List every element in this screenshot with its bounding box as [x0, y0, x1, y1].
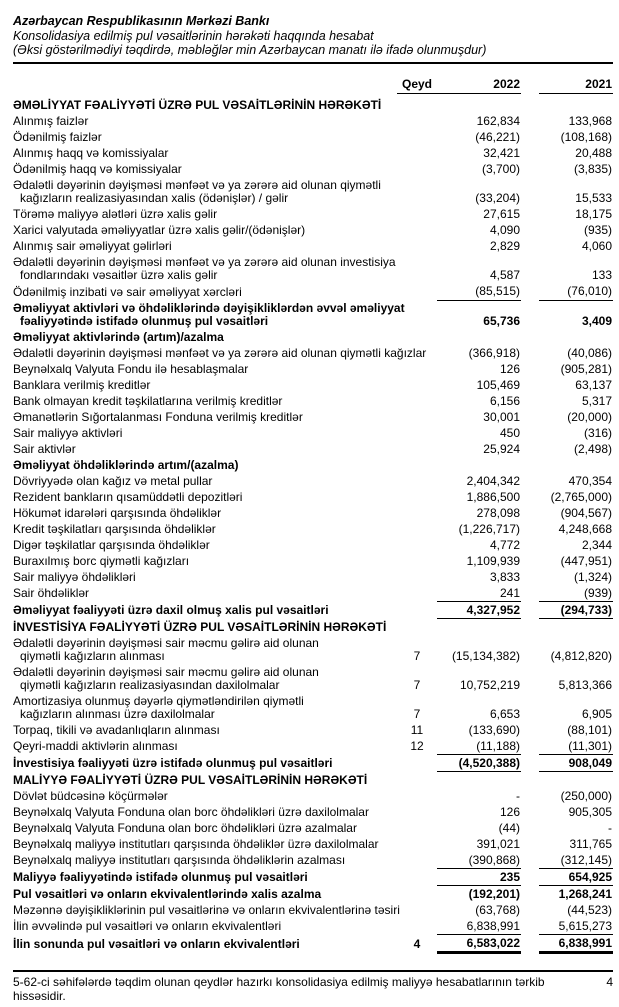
table-row	[13, 239, 613, 255]
row-label: Digər təşkilatlar qarşısında öhdəliklər	[13, 537, 210, 552]
row-label: Sair maliyyə aktivləri	[13, 425, 123, 440]
page-number: 4	[606, 975, 613, 989]
row-label: Banklara verilmiş kreditlər	[13, 377, 151, 392]
row-value-2021: 311,765	[569, 836, 612, 851]
column-gap	[521, 869, 539, 886]
table-row	[13, 284, 613, 301]
row-label: Ədalətli dəyərinin dəyişməsi sair məcmu gəlirə aid olunan qiymətli kağızların realizasiyasından daxilolmalar	[13, 664, 319, 692]
row-value-2022: 235	[437, 869, 521, 886]
row-note	[397, 178, 437, 207]
row-label: Amortizasiya olunmuş dəyərlə qiymətləndirilən qiymətli kağızların alınması üzrə daxilolmalar	[13, 693, 304, 721]
column-gap	[521, 918, 539, 935]
row-value-2021: (1,324)	[573, 569, 612, 584]
row-value-2021: -	[608, 820, 612, 835]
row-note: 7	[413, 677, 421, 692]
row-value-2021: 5,317	[581, 393, 612, 408]
row-value-2021: (11,301)	[568, 738, 612, 753]
row-label: ƏMƏLİYYAT FƏALİYYƏTİ ÜZRƏ PUL VƏSAİTLƏRİNİN HƏRƏKƏTİ	[13, 98, 382, 113]
row-value-2021: 4,248,668	[558, 521, 612, 536]
table-row	[13, 585, 613, 602]
row-value-2022: 32,421	[483, 146, 520, 161]
row-value-2021: (935)	[583, 223, 612, 238]
row-label: Alınmış haqq və komissiyalar	[13, 146, 169, 161]
row-value-2021: 6,905	[581, 706, 612, 721]
row-label: Əməliyyat fəaliyyəti üzrə daxil olmuş xalis pul vəsaitləri	[13, 603, 329, 618]
table-row	[13, 393, 613, 409]
row-value-2022: -	[516, 788, 520, 803]
row-note	[397, 473, 437, 489]
row-value-2022: 6,156	[489, 393, 520, 408]
column-gap	[521, 441, 539, 457]
table-row	[13, 345, 613, 361]
row-value-2021: (2,498)	[573, 441, 612, 456]
row-value-2022: (15,134,382)	[451, 648, 520, 663]
row-label: Əməliyyat aktivləri və öhdəliklərində dəyişikliklərdən əvvəl əməliyyat fəaliyyətində istifadə olunmuş pul vəsaitləri	[13, 300, 405, 328]
row-value-2022: (46,221)	[475, 130, 520, 145]
row-value-2022: (3,700)	[481, 162, 520, 177]
col-header-gap	[521, 77, 539, 94]
row-value-2021: (4,812,820)	[550, 648, 612, 663]
row-label: Maliyyə fəaliyyətində istifadə olunmuş pul vəsaitləri	[13, 870, 308, 885]
row-value-2021: 133,968	[568, 114, 612, 129]
row-label: İnvestisiya fəaliyyəti üzrə istifadə olunmuş pul vəsaitləri	[13, 756, 333, 771]
row-value-2021: 6,838,991	[539, 935, 613, 953]
table-row	[13, 441, 613, 457]
column-gap	[521, 409, 539, 425]
row-value-2021: 5,813,366	[558, 677, 612, 692]
row-note	[397, 585, 437, 602]
row-value-2021: 908,049	[539, 755, 613, 772]
column-gap	[521, 178, 539, 207]
row-note	[397, 521, 437, 537]
table-row	[13, 207, 613, 223]
row-label: Ədalətli dəyərinin dəyişməsi mənfəət və ya zərərə aid olunan qiymətli kağızlar	[13, 345, 427, 360]
row-note	[397, 836, 437, 852]
column-gap	[521, 738, 539, 755]
row-label: Hökumət idarələri qarşısında öhdəliklər	[13, 505, 222, 520]
section-row	[13, 619, 613, 636]
row-label: Beynəlxalq Valyuta Fondu ilə hesablaşmalar	[13, 361, 249, 376]
row-value-2022: 105,469	[476, 377, 520, 392]
subsection-row	[13, 329, 613, 345]
column-gap	[521, 505, 539, 521]
row-label: Alınmış sair əməliyyat gəlirləri	[13, 239, 172, 254]
row-value-2021: 5,615,273	[539, 918, 613, 935]
table-row	[13, 505, 613, 521]
row-label: Ədalətli dəyərinin dəyişməsi mənfəət və ya zərərə aid olunan qiymətli kağızların realizasiyasından xalis (ödənişlər) / gəlir	[13, 178, 381, 206]
column-gap	[521, 130, 539, 146]
row-note	[397, 239, 437, 255]
row-label: İlin sonunda pul vəsaitləri və onların ekvivalentləri	[13, 937, 300, 952]
row-note	[397, 537, 437, 553]
row-note: 11	[410, 722, 424, 737]
column-gap	[521, 836, 539, 852]
row-label: Beynəlxalq Valyuta Fonduna olan borc öhdəlikləri üzrə daxilolmalar	[13, 804, 369, 819]
row-value-2021: 18,175	[575, 207, 612, 222]
table-row	[13, 918, 613, 935]
row-value-2022: 162,834	[476, 114, 520, 129]
column-gap	[521, 393, 539, 409]
row-note	[397, 207, 437, 223]
row-value-2022: 65,736	[483, 313, 520, 328]
row-label: Ödənilmiş haqq və komissiyalar	[13, 162, 182, 177]
row-label: Rezident bankların qısamüddətli depozitləri	[13, 489, 243, 504]
cash-flow-table	[13, 77, 613, 955]
column-gap	[521, 569, 539, 585]
row-label: Əməliyyat öhdəliklərində artım/(azalma)	[13, 457, 239, 472]
row-value-2022: 4,090	[489, 223, 520, 238]
table-row	[13, 377, 613, 393]
column-header-row	[13, 77, 613, 94]
col-header-2021: 2021	[539, 77, 613, 94]
column-gap	[521, 635, 539, 664]
row-label: Torpaq, tikili və avadanlıqların alınması	[13, 722, 220, 737]
row-value-2022: 126	[499, 361, 520, 376]
currency-note: (Əksi göstərilmədiyi təqdirdə, məbləğlər min Azərbaycan manatı ilə ifadə olunmuşdur)	[13, 43, 487, 58]
column-gap	[521, 162, 539, 178]
table-row	[13, 537, 613, 553]
table-body	[13, 94, 613, 953]
table-row	[13, 178, 613, 207]
row-value-2021: 63,137	[575, 377, 612, 392]
column-gap	[521, 553, 539, 569]
row-value-2021: (3,835)	[573, 162, 612, 177]
table-row	[13, 489, 613, 505]
subsection-row	[13, 457, 613, 473]
row-value-2022: 391,021	[476, 836, 520, 851]
row-label: Ödənilmiş inzibati və sair əməliyyat xərcləri	[13, 284, 242, 299]
row-note	[397, 902, 437, 918]
row-value-2021: (904,567)	[560, 505, 612, 520]
row-note	[397, 852, 437, 869]
row-note	[397, 869, 437, 886]
column-gap	[521, 886, 539, 903]
row-value-2022: (133,690)	[468, 722, 520, 737]
row-note	[397, 886, 437, 903]
row-note	[397, 223, 437, 239]
row-note	[397, 489, 437, 505]
row-label: Buraxılmış borc qiymətli kağızları	[13, 553, 190, 568]
row-note: 4	[413, 937, 421, 952]
table-row	[13, 902, 613, 918]
row-value-2021: 470,354	[568, 473, 612, 488]
row-value-2022: (390,868)	[468, 852, 520, 867]
table-row	[13, 569, 613, 585]
table-row	[13, 146, 613, 162]
column-gap	[521, 804, 539, 820]
column-gap	[521, 473, 539, 489]
row-note: 12	[410, 739, 424, 754]
table-row	[13, 521, 613, 537]
row-value-2021: 4,060	[581, 239, 612, 254]
row-label: Ədalətli dəyərinin dəyişməsi sair məcmu gəlirə aid olunan qiymətli kağızların alınması	[13, 635, 319, 663]
column-gap	[521, 223, 539, 239]
row-value-2021: 20,488	[575, 146, 612, 161]
row-label: Qeyri-maddi aktivlərin alınması	[13, 739, 178, 754]
row-value-2022: 2,404,342	[466, 473, 520, 488]
column-gap	[521, 537, 539, 553]
row-value-2021: (447,951)	[560, 553, 612, 568]
row-label: İlin əvvəlində pul vəsaitləri və onların ekvivalentləri	[13, 919, 282, 934]
row-value-2021: (88,101)	[567, 722, 612, 737]
row-value-2021: (108,168)	[560, 130, 612, 145]
row-note	[397, 130, 437, 146]
row-value-2022: 10,752,219	[459, 677, 520, 692]
row-label: Alınmış faizlər	[13, 114, 89, 129]
row-label: Əməliyyat aktivlərində (artım)/azalma	[13, 329, 224, 344]
table-row	[13, 114, 613, 130]
row-value-2022: (44)	[498, 820, 520, 835]
table-row	[13, 162, 613, 178]
column-gap	[521, 852, 539, 869]
row-value-2022: 3,833	[489, 569, 520, 584]
row-value-2022: 450	[499, 425, 520, 440]
row-label: Pul vəsaitləri və onların ekvivalentlərində xalis azalma	[13, 886, 322, 901]
table-row	[13, 693, 613, 722]
column-gap	[521, 788, 539, 804]
table-row	[13, 886, 613, 903]
column-gap	[521, 377, 539, 393]
col-header-spacer	[13, 77, 397, 94]
row-label: İNVESTİSİYA FƏALİYYƏTİ ÜZRƏ PUL VƏSAİTLƏRİNİN HƏRƏKƏTİ	[13, 619, 387, 634]
table-row	[13, 361, 613, 377]
row-note	[397, 284, 437, 301]
table-row	[13, 804, 613, 820]
row-note	[397, 255, 437, 284]
column-gap	[521, 239, 539, 255]
row-value-2022: (11,188)	[476, 738, 520, 753]
column-gap	[521, 146, 539, 162]
col-header-2022: 2022	[437, 77, 521, 94]
column-gap	[521, 114, 539, 130]
row-note	[397, 441, 437, 457]
row-value-2021: (20,000)	[567, 409, 612, 424]
table-row	[13, 635, 613, 664]
row-value-2022: 4,772	[489, 537, 520, 552]
table-row	[13, 425, 613, 441]
col-header-note: Qeyd	[397, 77, 437, 94]
table-row	[13, 664, 613, 693]
row-value-2021: (294,733)	[539, 602, 613, 619]
row-note	[397, 918, 437, 935]
table-row	[13, 755, 613, 772]
row-note	[397, 505, 437, 521]
table-row	[13, 130, 613, 146]
row-label: Sair öhdəliklər	[13, 586, 90, 601]
column-gap	[521, 902, 539, 918]
row-value-2021: (939)	[583, 585, 612, 600]
row-note	[397, 569, 437, 585]
row-value-2022: 4,327,952	[437, 602, 521, 619]
table-row	[13, 788, 613, 804]
row-note: 7	[413, 706, 421, 721]
row-label: Əmanətlərin Sığortalanması Fonduna verilmiş kreditlər	[13, 409, 303, 424]
row-note	[397, 602, 437, 619]
column-gap	[521, 489, 539, 505]
row-value-2021: 2,344	[581, 537, 612, 552]
row-value-2022: 6,838,991	[437, 918, 521, 935]
column-gap	[521, 935, 539, 953]
row-value-2021: (905,281)	[560, 361, 612, 376]
column-gap	[521, 820, 539, 836]
row-label: Kredit təşkilatları qarşısında öhdəliklər	[13, 521, 216, 536]
row-note	[397, 393, 437, 409]
column-gap	[521, 425, 539, 441]
column-gap	[521, 602, 539, 619]
row-label: Beynəlxalq maliyyə institutları qarşısında öhdəliklərin azalması	[13, 853, 346, 868]
row-label: Dövlət büdcəsinə köçürmələr	[13, 788, 168, 803]
row-value-2022: 1,886,500	[466, 489, 520, 504]
row-value-2021: 133	[591, 268, 612, 283]
table-row	[13, 869, 613, 886]
row-value-2022: 278,098	[476, 505, 520, 520]
row-note	[397, 804, 437, 820]
document-footer	[13, 970, 613, 1003]
row-value-2022: (366,918)	[468, 345, 520, 360]
report-title: Konsolidasiya edilmiş pul vəsaitlərinin hərəkəti haqqında hesabat	[13, 28, 374, 43]
table-row	[13, 722, 613, 738]
row-note: 7	[413, 648, 421, 663]
row-note	[397, 361, 437, 377]
row-note	[397, 162, 437, 178]
row-value-2021: (250,000)	[560, 788, 612, 803]
row-value-2022: 4,587	[489, 268, 520, 283]
table-row	[13, 836, 613, 852]
column-gap	[521, 207, 539, 223]
row-label: Sair maliyyə öhdəlikləri	[13, 569, 136, 584]
column-gap	[521, 361, 539, 377]
row-note	[397, 788, 437, 804]
row-label: MALİYYƏ FƏALİYYƏTİ ÜZRƏ PUL VƏSAİTLƏRİNİN HƏRƏKƏTİ	[13, 772, 368, 787]
row-value-2022: 6,653	[489, 706, 520, 721]
table-row	[13, 738, 613, 755]
table-row	[13, 935, 613, 953]
footer-note: 5-62-ci səhifələrdə təqdim olunan qeydlər hazırkı konsolidasiya edilmiş maliyyə hesabatlarının tərkib hissəsidir.	[13, 975, 545, 1003]
row-note	[397, 820, 437, 836]
table-row	[13, 409, 613, 425]
row-value-2022: 241	[499, 585, 520, 600]
row-value-2022: 1,109,939	[466, 553, 520, 568]
table-row	[13, 473, 613, 489]
bank-name: Azərbaycan Respublikasının Mərkəzi Bankı	[13, 14, 270, 28]
column-gap	[521, 664, 539, 693]
row-note	[397, 377, 437, 393]
column-gap	[521, 345, 539, 361]
row-note	[397, 146, 437, 162]
row-label: Beynəlxalq Valyuta Fonduna olan borc öhdəlikləri üzrə azalmalar	[13, 820, 357, 835]
row-value-2021: (76,010)	[539, 284, 613, 301]
column-gap	[521, 722, 539, 738]
column-gap	[521, 300, 539, 329]
row-label: Bank olmayan kredit təşkilatlarına verilmiş kreditlər	[13, 393, 283, 408]
row-label: Beynəlxalq maliyyə institutları qarşısında öhdəliklər üzrə daxilolmalar	[13, 836, 379, 851]
column-gap	[521, 255, 539, 284]
column-gap	[521, 521, 539, 537]
row-value-2022: 27,615	[483, 207, 520, 222]
column-gap	[521, 585, 539, 602]
row-label: Törəmə maliyyə alətləri üzrə xalis gəlir	[13, 207, 218, 222]
table-row	[13, 602, 613, 619]
row-value-2022: 25,924	[483, 441, 520, 456]
column-gap	[521, 693, 539, 722]
row-value-2022: (192,201)	[468, 886, 520, 901]
row-value-2022: (33,204)	[475, 191, 520, 206]
table-row	[13, 255, 613, 284]
row-value-2021: 3,409	[581, 313, 612, 328]
row-value-2021: 15,533	[575, 191, 612, 206]
row-note	[397, 409, 437, 425]
row-value-2021: (2,765,000)	[550, 489, 612, 504]
row-value-2022: (1,226,717)	[458, 521, 520, 536]
row-note	[397, 755, 437, 772]
column-gap	[521, 755, 539, 772]
row-value-2022: 2,829	[489, 239, 520, 254]
table-row	[13, 223, 613, 239]
row-value-2022: (4,520,388)	[437, 755, 521, 772]
row-value-2021: 1,268,241	[558, 886, 612, 901]
table-row	[13, 300, 613, 329]
row-value-2022: 6,583,022	[437, 935, 521, 953]
row-value-2022: (63,768)	[475, 902, 520, 917]
table-row	[13, 820, 613, 836]
row-value-2022: (85,515)	[437, 284, 521, 301]
section-row	[13, 772, 613, 789]
document-header	[13, 14, 613, 64]
section-row	[13, 94, 613, 114]
row-label: Xarici valyutada əməliyyatlar üzrə xalis gəlir/(ödənişlər)	[13, 223, 306, 238]
row-label: Ödənilmiş faizlər	[13, 130, 102, 145]
column-gap	[521, 284, 539, 301]
row-label: Ədalətli dəyərinin dəyişməsi mənfəət və ya zərərə aid olunan investisiya fondlarındakı vəsaitlər üzrə xalis gəlir	[13, 255, 396, 283]
row-value-2022: 30,001	[483, 409, 520, 424]
row-value-2022: 126	[499, 804, 520, 819]
row-value-2021: 905,305	[568, 804, 612, 819]
row-note	[397, 114, 437, 130]
row-label: Sair aktivlər	[13, 441, 76, 456]
row-value-2021: (44,523)	[567, 902, 612, 917]
row-value-2021: (40,086)	[567, 345, 612, 360]
table-row	[13, 553, 613, 569]
row-note	[397, 553, 437, 569]
row-note	[397, 425, 437, 441]
row-value-2021: (312,145)	[560, 852, 612, 867]
row-label: Dövriyyədə olan kağız və metal pullar	[13, 473, 213, 488]
row-value-2021: (316)	[583, 425, 612, 440]
row-value-2021: 654,925	[539, 869, 613, 886]
row-label: Məzənnə dəyişikliklərinin pul vəsaitlərinə və onların ekvivalentlərinə təsiri	[13, 902, 400, 917]
table-row	[13, 852, 613, 869]
